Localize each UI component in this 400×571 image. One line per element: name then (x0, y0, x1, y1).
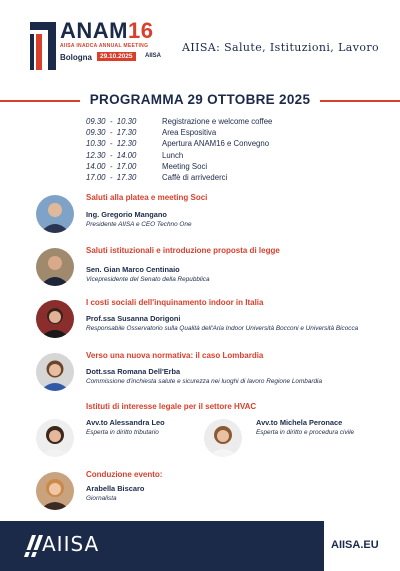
speaker-portrait-icon (36, 472, 74, 510)
session-title: Conduzione evento: (86, 470, 163, 479)
speaker-portrait-icon (36, 353, 74, 391)
logo-brand-small: AIISA (145, 53, 162, 59)
schedule-label: Meeting Soci (162, 161, 208, 171)
session-title: Verso una nuova normativa: il caso Lombardia (86, 351, 264, 360)
header-tagline: AIISA: Salute, Istituzioni, Lavoro (182, 41, 380, 54)
speaker-role: Vicepresidente del Senato della Repubblica (86, 276, 210, 283)
schedule-label: Registrazione e welcome coffee (162, 117, 273, 126)
session-title: Istituti di interesse legale per il settore HVAC (86, 402, 257, 411)
footer (0, 521, 400, 571)
speaker-role: Responsabile Osservatorio sulla Qualità dell'Aria Indoor Università Bocconi e Università Bicocca (86, 325, 359, 332)
schedule-row (86, 150, 326, 161)
session-title: Saluti istituzionali e introduzione proposta di legge (86, 246, 280, 255)
schedule-row (86, 172, 326, 183)
schedule-time: 17.00 - 17.30 (86, 172, 137, 182)
schedule-label: Caffè di arrivederci (162, 172, 228, 182)
speaker-photo (36, 248, 74, 286)
logo-title (60, 20, 153, 42)
schedule-row (86, 127, 326, 138)
speaker-portrait-icon (204, 419, 242, 457)
schedule-list (86, 116, 326, 183)
logo-subtitle: AIISA INADCA ANNUAL MEETING (60, 43, 149, 49)
logo-date-badge: 29.10.2025 (97, 52, 136, 61)
speaker-role: Giornalista (86, 495, 117, 502)
schedule-label: Area Espositiva (162, 128, 217, 138)
speaker-name: Avv.to Michela Peronace (256, 418, 343, 427)
schedule-label: Apertura ANAM16 e Convegno (162, 139, 270, 149)
speaker-portrait-icon (36, 419, 74, 457)
footer-url-link[interactable]: AIISA.EU (331, 539, 379, 551)
speaker-name: Sen. Gian Marco Centinaio (86, 265, 180, 274)
speaker-photo (36, 300, 74, 338)
schedule-row (86, 116, 326, 127)
logo-city: Bologna (60, 53, 92, 62)
speaker-photo (36, 419, 74, 457)
schedule-time: 12.30 - 14.00 (86, 150, 137, 160)
session-title: I costi sociali dell'inquinamento indoor in Italia (86, 298, 264, 307)
speaker-photo (36, 472, 74, 510)
schedule-label: Lunch (162, 150, 184, 160)
logo-title-number: 16 (128, 18, 154, 43)
program-heading (0, 92, 400, 110)
event-header (0, 0, 400, 90)
speaker-portrait-icon (36, 195, 74, 233)
anam16-logo (30, 18, 168, 74)
speaker-photo (204, 419, 242, 457)
program-title: PROGRAMMA 29 OTTOBRE 2025 (89, 92, 311, 107)
speaker-role: Commissione d'inchiesta salute e sicurezza nei luoghi di lavoro Regione Lombardia (86, 378, 323, 385)
schedule-time: 10.30 - 12.30 (86, 139, 137, 149)
logo-title-text: ANAM (60, 18, 128, 43)
speaker-photo (36, 195, 74, 233)
footer-brand: AIISA (42, 532, 100, 556)
divider-right (320, 100, 400, 102)
session-title: Saluti alla platea e meeting Soci (86, 193, 208, 202)
speaker-name: Dott.ssa Romana Dell'Erba (86, 367, 181, 376)
schedule-time: 09.30 - 17.30 (86, 128, 137, 138)
footer-band-cut (300, 521, 324, 571)
speaker-portrait-icon (36, 248, 74, 286)
speaker-role: Esperta in diritto tributario (86, 429, 159, 436)
speaker-role: Presidente AIISA e CEO Techno One (86, 221, 192, 228)
schedule-time: 09.30 - 10.30 (86, 117, 137, 126)
speaker-name: Ing. Gregorio Mangano (86, 210, 167, 219)
speaker-photo (36, 353, 74, 391)
speaker-name: Arabella Biscaro (86, 484, 145, 493)
schedule-row (86, 161, 326, 172)
speaker-name: Avv.to Alessandra Leo (86, 418, 165, 427)
schedule-time: 14.00 - 17.00 (86, 161, 137, 171)
speaker-name: Prof.ssa Susanna Dorigoni (86, 314, 181, 323)
speaker-portrait-icon (36, 300, 74, 338)
anam-logo-mark-icon (30, 22, 56, 70)
speaker-role: Esperta in diritto e procedura civile (256, 429, 355, 436)
schedule-row (86, 138, 326, 149)
